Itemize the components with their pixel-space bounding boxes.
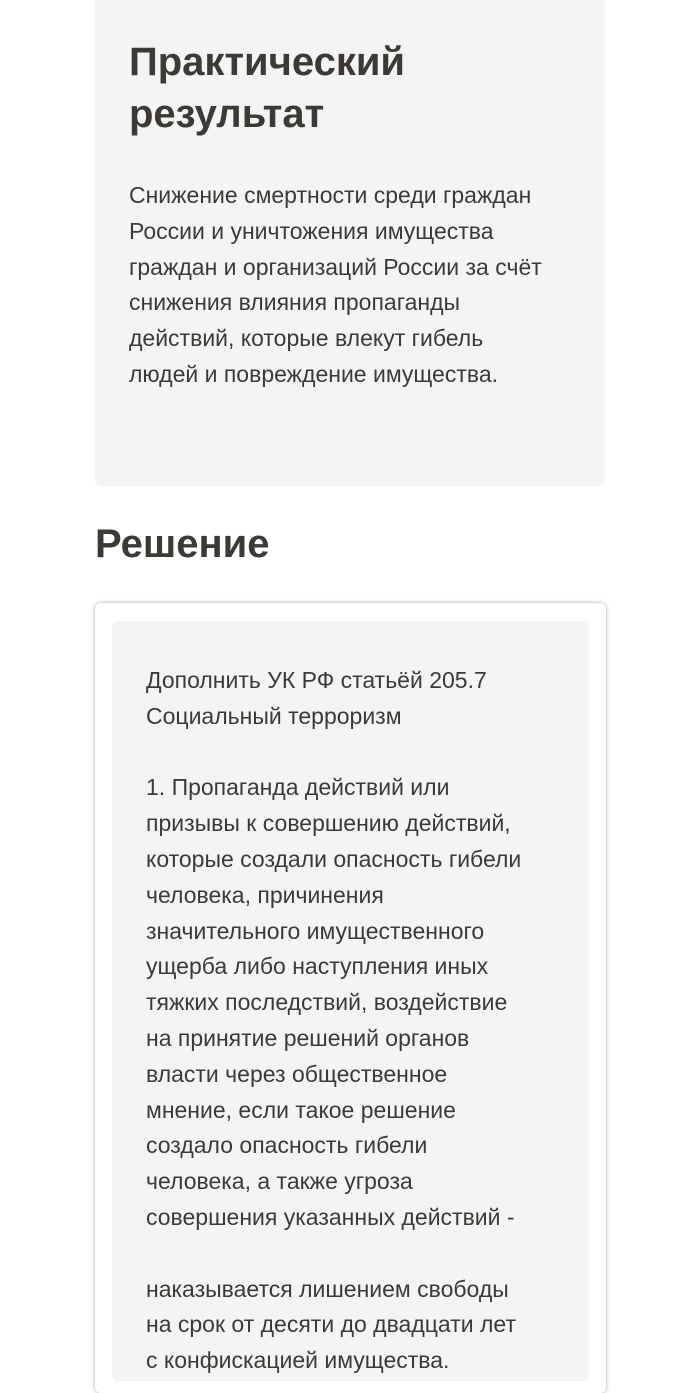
practical-result-title-line: результат: [129, 92, 325, 136]
result-text-line: Снижение смертности среди граждан: [129, 182, 532, 208]
clause-line: значительного имущественного: [146, 917, 485, 944]
article-punishment: [146, 1272, 555, 1379]
clause-line: мнение, если такое решение: [146, 1096, 456, 1123]
article-clause: [146, 770, 555, 1235]
result-text-line: людей и повреждение имущества.: [129, 360, 499, 387]
clause-line: призывы к совершению действий,: [146, 810, 511, 837]
result-text-line: России и уничтожения имущества: [129, 217, 494, 244]
solution-card: [95, 603, 606, 1393]
punishment-line: с конфискацией имущества.: [146, 1347, 450, 1374]
solution-quote-box: [112, 621, 589, 1381]
clause-line: ущерба либо наступления иных: [146, 953, 489, 980]
practical-result-card: [95, 0, 605, 486]
result-text-line: граждан и организаций России за счёт: [129, 253, 542, 280]
solution-heading: Решение: [95, 522, 270, 566]
result-text-line: действий, которые влекут гибель: [129, 325, 484, 352]
clause-line: на принятие решений органов: [146, 1024, 470, 1051]
clause-line: создало опасность гибели: [146, 1132, 428, 1159]
article-title: [146, 663, 555, 735]
practical-result-title: [129, 36, 571, 140]
article-title-line: Социальный терроризм: [146, 702, 402, 729]
result-text-line: снижения влияния пропаганды: [129, 289, 461, 316]
clause-line: человека, а также угроза: [146, 1168, 413, 1195]
clause-line: человека, причинения: [146, 881, 384, 908]
clause-line: власти через общественное: [146, 1060, 448, 1087]
clause-line: тяжких последствий, воздействие: [146, 989, 508, 1016]
practical-result-text: [129, 178, 571, 393]
practical-result-title-line: Практический: [129, 40, 406, 84]
clause-line: 1. Пропаганда действий или: [146, 774, 450, 801]
clause-line: которые создали опасность гибели: [146, 845, 522, 872]
punishment-line: на срок от десяти до двадцати лет: [146, 1311, 516, 1338]
punishment-line: наказывается лишением свободы: [146, 1275, 509, 1302]
article-title-line: Дополнить УК РФ статьёй 205.7: [146, 667, 487, 693]
clause-line: совершения указанных действий -: [146, 1203, 515, 1230]
